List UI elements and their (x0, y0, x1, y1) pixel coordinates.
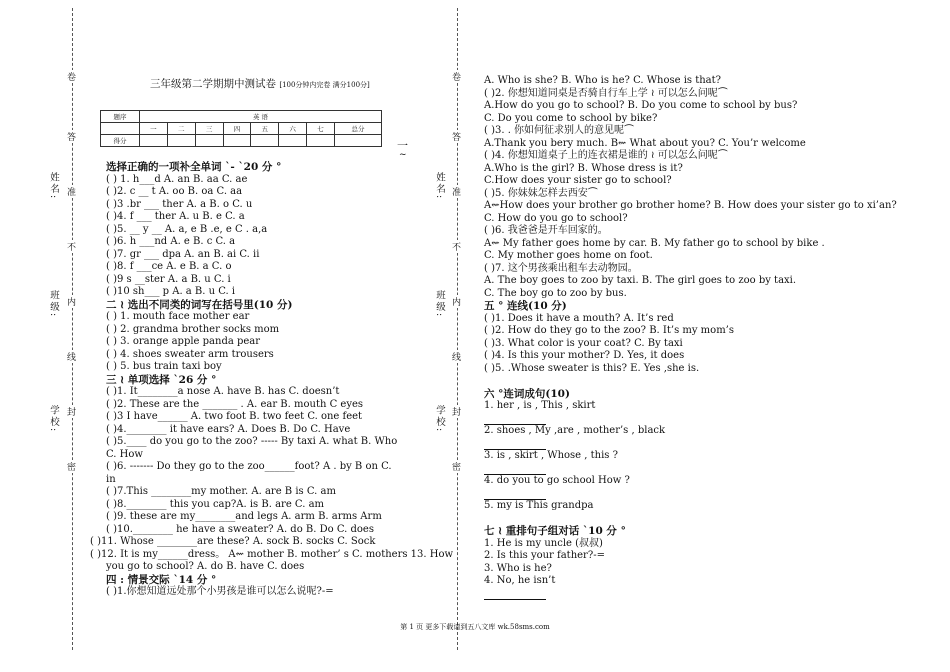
score-cell[interactable] (140, 135, 168, 147)
question-line: C. How (106, 448, 143, 460)
question-line (484, 463, 546, 475)
binding-label: 班级: (48, 290, 59, 319)
question-line: ( )4.________ it have ears? A. Does B. Do C. Have (106, 423, 351, 435)
score-col: 二 (167, 123, 195, 135)
score-col: 四 (223, 123, 251, 135)
question-line: ( )2. These are the _______ . A. ear B. mouth C eyes (106, 398, 364, 410)
question-line: A⇜ My father goes home by car. B. My father go to school by bike . (484, 237, 825, 249)
score-cell[interactable] (251, 135, 279, 147)
score-col: 一 (140, 123, 168, 135)
question-line: A⇜How does your brother go brother home? B. How does your sister go to xi’an? (484, 200, 897, 211)
question-line: A. The boy goes to zoo by taxi. B. The girl goes to zoo by taxi. (484, 275, 797, 286)
question-line: ( )3. . 你如何征求别人的意见呢⏜ (484, 125, 634, 136)
question-line: ( )8.________ this you cap?A. is B. are C. am (106, 498, 325, 510)
score-col: 三 (195, 123, 223, 135)
question-line: 4. No, he isn’t (484, 575, 556, 586)
question-line: A. Who is she? B. Who is he? C. Whose is that? (484, 75, 721, 86)
answer-blank-line[interactable] (484, 414, 546, 425)
score-table-label-score: 得分 (101, 135, 140, 147)
question-line: ( )12. It is my______dress。 A⇜ mother B. mother’ s C. mothers 13. How (90, 548, 454, 560)
binding-mark: 内 (67, 295, 76, 308)
question-line: ( ) 1. mouth face mother ear (106, 311, 250, 322)
question-line: ( )7. gr ___ dpa A. an B. ai C. ii (106, 248, 260, 260)
question-line: ( )7. 这个男孩乘出租车去动物园。 (484, 262, 638, 274)
binding-mark: 答 (67, 130, 76, 143)
score-col: 七 (307, 123, 335, 135)
score-cell[interactable] (167, 135, 195, 147)
answer-blank-line[interactable] (484, 464, 546, 475)
section-heading: 选择正确的一项补全单词 `- `20 分 ° (106, 161, 282, 173)
question-line: ( )3 .br ___ ther A. a B. o C. u (106, 198, 253, 210)
question-line: C. How do you go to school? (484, 212, 628, 224)
section-heading: 二 ≀ 选出不同类的词写在括号里(10 分) (106, 298, 293, 311)
binding-mark: 不 (452, 240, 461, 253)
question-line: C. The boy go to zoo by bus. (484, 287, 627, 299)
binding-mark: 封 (452, 405, 461, 418)
question-line: ( )9 s __ster A. a B. u C. i (106, 273, 231, 285)
question-line: A.Thank you bery much. B⇜ What about you? C. You’r welcome (484, 137, 806, 149)
binding-mark: 准 (452, 185, 461, 198)
score-cell[interactable] (307, 135, 335, 147)
question-line: ( )10 sh___ p A. a B. u C. i (106, 286, 236, 297)
question-line: ( )7.This ________my mother. A. are B is C. am (106, 486, 336, 497)
binding-mark: 卷 (452, 70, 461, 83)
answer-blank-line[interactable] (484, 439, 546, 450)
binding-label: 姓名: (434, 172, 445, 201)
question-line: 2. Is this your father?-= (484, 550, 605, 561)
section-heading: 六 °连词成句(10) (484, 387, 570, 400)
question-line: 4. do you to go school How ? (484, 475, 630, 486)
section-heading: 四 : 情景交际 `14 分 ° (106, 573, 217, 586)
question-line: ( ) 3. orange apple panda pear (106, 336, 261, 347)
score-cell[interactable] (195, 135, 223, 147)
binding-mark: 线 (67, 350, 76, 363)
question-line: ( )3. What color is your coat? C. By taxi (484, 337, 683, 349)
question-line: C. My mother goes home on foot. (484, 250, 653, 261)
exam-title (150, 76, 370, 91)
binding-label: 学校: (434, 405, 445, 434)
question-line: 5. my is This grandpa (484, 500, 594, 511)
question-line (484, 438, 546, 450)
binding-label: 姓名: (48, 172, 59, 201)
binding-mark: 不 (67, 240, 76, 253)
question-line: ( )9. these are my________and legs A. arm B. arms Arm (106, 511, 382, 522)
score-table-row-header (101, 111, 382, 123)
binding-mark: 内 (452, 295, 461, 308)
question-line: ( )6. 我爸爸是开车回家的。 (484, 225, 608, 236)
question-line: 1. her , is , This , skirt (484, 400, 596, 411)
answer-blank-line[interactable] (484, 589, 546, 600)
section-heading: 七 ≀ 重排句子组对话 `10 分 ° (484, 525, 626, 537)
score-col: 六 (279, 123, 307, 135)
question-line: ( ) 1. h___d A. an B. aa C. ae (106, 173, 248, 185)
score-cell[interactable] (279, 135, 307, 147)
question-line: ( )5.____ do you go to the zoo? ----- By taxi A. what B. Who (106, 436, 398, 447)
binding-label: 学校: (48, 405, 59, 434)
page-footer: 第 1 页 更多下载请到五八文库 wk.58sms.com (400, 623, 550, 631)
question-line: 3. Who is he? (484, 562, 552, 574)
score-table-row-score (101, 135, 382, 147)
question-line: ( )1. Does it have a mouth? A. It’s red (484, 312, 674, 324)
question-line: ( )2. c __ t A. oo B. oa C. aa (106, 186, 243, 197)
question-line: ( ) 5. bus train taxi boy (106, 361, 222, 372)
question-line: ( )8. f ___ce A. e B. a C. o (106, 261, 232, 272)
answer-blank-line[interactable] (484, 489, 546, 500)
binding-mark: 准 (67, 185, 76, 198)
question-line: A.How do you go to school? B. Do you come to school by bus? (484, 100, 798, 111)
binding-line-middle (457, 8, 458, 650)
question-line: ( ) 2. grandma brother socks mom (106, 323, 280, 335)
binding-label: 班级: (434, 290, 445, 319)
question-line (484, 488, 546, 500)
question-line: ( )2. How do they go to the zoo? B. It’s my mom’s (484, 325, 734, 336)
question-line: ( )5. .Whose sweater is this? E. Yes ,she is. (484, 362, 700, 374)
column-marker-tilde: ~ (399, 150, 407, 160)
binding-line-left (72, 8, 73, 650)
score-table-empty-cell (101, 123, 140, 135)
question-line: ( )5. 你妹妹怎样去西安⏜ (484, 187, 598, 199)
question-line: ( )6. h ___nd A. e B. c C. a (106, 236, 236, 247)
binding-mark: 密 (452, 460, 461, 473)
score-table-label-order: 题序 (101, 111, 140, 123)
question-line: ( )4. 你想知道桌子上的连衣裙是谁的 ≀ 可以怎么问呢⏜ (484, 150, 728, 161)
question-line: 2. shoes , My ,are , mother’s , black (484, 425, 666, 436)
score-table (100, 110, 382, 147)
title-text: 三年级第二学期期中测试卷 (150, 78, 276, 90)
question-line: ( )4. f ___ ther A. u B. e C. a (106, 211, 245, 222)
column-marker: 一 (397, 139, 408, 152)
question-line: 1. He is my uncle (叔叔) (484, 537, 603, 549)
binding-mark: 答 (452, 130, 461, 143)
question-line: in (106, 473, 116, 485)
question-line: ( )10.________ he have a sweater? A. do B. Do C. does (106, 523, 374, 535)
binding-mark: 线 (452, 350, 461, 363)
question-line: 3. is , skirt , Whose , this ? (484, 450, 618, 461)
binding-mark: 卷 (67, 70, 76, 83)
score-col: 五 (251, 123, 279, 135)
question-line (484, 413, 546, 425)
question-line: ( )1. It________a nose A. have B. has C. doesn’t (106, 386, 340, 397)
question-line: ( )2. 你想知道同桌是否骑自行车上学 ≀ 可以怎么问呢⏜ (484, 87, 728, 99)
score-col-total: 总分 (335, 123, 382, 135)
score-table-row-cols (101, 123, 382, 135)
question-line: ( )5. __ y __ A. a, e B .e, e C . a,a (106, 223, 268, 235)
score-table-subject: 英 语 (140, 111, 382, 123)
section-heading: 五 ° 连线(10 分) (484, 300, 567, 312)
binding-mark: 封 (67, 405, 76, 418)
question-line: ( )11. Whose ________are these? A. sock B. socks C. Sock (90, 536, 376, 547)
question-line: ( )4. Is this your mother? D. Yes, it does (484, 350, 685, 361)
question-line: ( ) 4. shoes sweater arm trousers (106, 348, 274, 360)
title-note: [100分钟内完卷 满分100分] (279, 81, 370, 89)
question-line: you go to school? A. do B. have C. does (106, 561, 305, 572)
section-heading: 三 ≀ 单项选择 `26 分 ° (106, 373, 217, 386)
question-line: A.Who is the girl? B. Whose dress is it? (484, 162, 683, 174)
question-line: ( )3 I have______ A. two foot B. two feet C. one feet (106, 411, 363, 422)
score-cell[interactable] (223, 135, 251, 147)
score-cell[interactable] (335, 135, 382, 147)
question-line: ( )1.你想知道远处那个小男孩是谁可以怎么说呢?-= (106, 586, 334, 597)
question-line: C. Do you come to school by bike? (484, 112, 658, 124)
question-line: ( )6. ------- Do they go to the zoo______foot? A . by B on C. (106, 461, 392, 472)
question-line: C.How does your sister go to school? (484, 175, 672, 186)
binding-mark: 密 (67, 460, 76, 473)
question-line (484, 588, 546, 600)
